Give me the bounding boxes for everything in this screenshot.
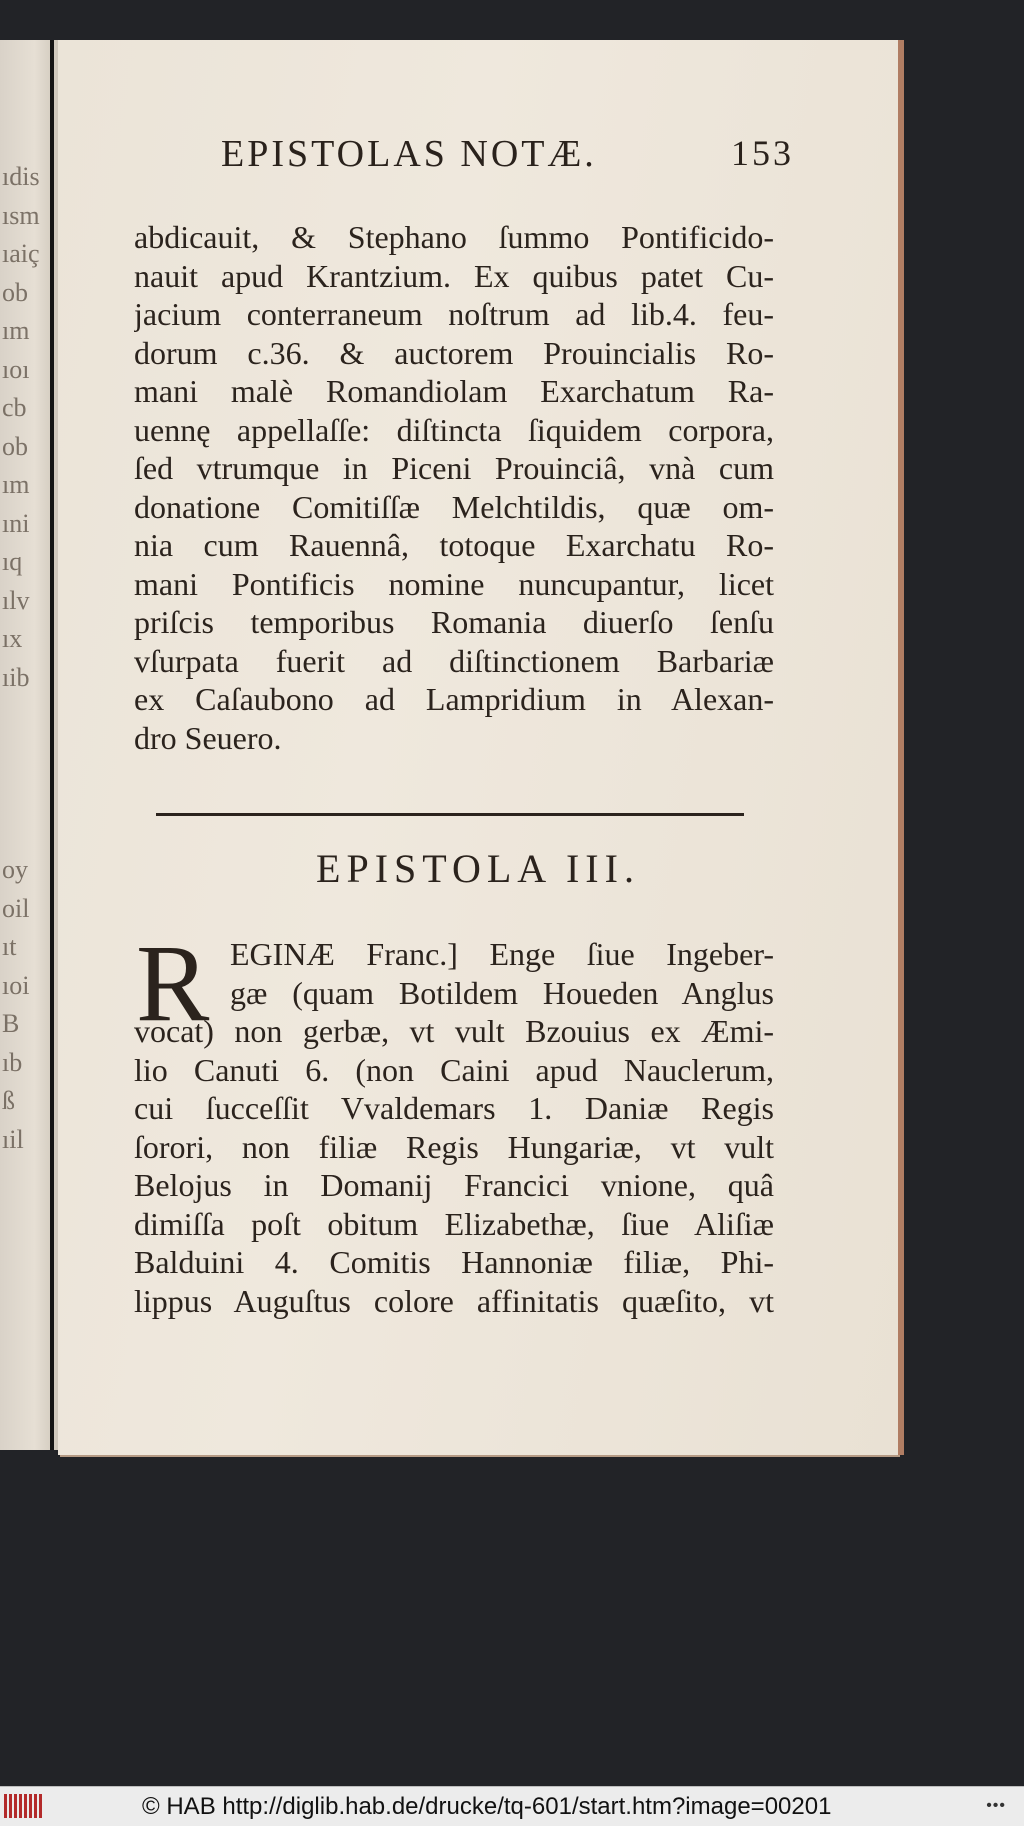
text-line: Balduini 4. Comitis Hannoniæ filiæ, Phi- xyxy=(134,1244,774,1280)
text-line: vocat) non gerbæ, vt vult Bzouius ex Æmi- xyxy=(134,1013,774,1049)
facing-page-fragment: ıb xyxy=(2,1047,23,1077)
drop-cap: R xyxy=(136,922,210,1044)
facing-page-fragment: ıdis xyxy=(2,162,40,191)
text-line: nauit apud Krantzium. Ex quibus patet Cu- xyxy=(134,257,774,294)
section-rule xyxy=(156,813,744,816)
book-gutter xyxy=(50,40,54,1450)
text-line: dimiſſa poſt obitum Elizabethæ, ſiue Aliſiæ xyxy=(134,1205,774,1242)
facing-page-fragment: oil xyxy=(2,893,30,923)
facing-page-fragment: ıoı xyxy=(2,354,30,384)
facing-page-fragment: ısm xyxy=(2,200,40,230)
viewer-footer xyxy=(0,1786,1024,1826)
facing-page-fragment: ıib xyxy=(2,662,30,692)
text-line: nia cum Rauennâ, totoque Exarchatu Ro- xyxy=(134,527,774,563)
text-line: lippus Auguſtus colore affinitatis quæſito, vt xyxy=(134,1282,774,1319)
more-icon[interactable]: ••• xyxy=(986,1797,1006,1814)
footer-link[interactable]: © HAB http://diglib.hab.de/drucke/tq-601/start.htm?image=00201 xyxy=(142,1793,832,1820)
text-line: mani malè Romandiolam Exarchatum Ra- xyxy=(134,373,774,409)
facing-page-fragment: ob xyxy=(2,431,28,461)
section-heading: EPISTOLA III. xyxy=(316,846,640,891)
page-number: 153 xyxy=(731,133,794,173)
text-line: priſcis temporibus Romania diuerſo ſenſu xyxy=(134,604,774,640)
text-line: ex Caſaubono ad Lampridium in Alexan- xyxy=(134,681,774,717)
facing-page-fragment: ıaiç xyxy=(2,239,40,268)
hab-logo-icon xyxy=(4,1794,44,1818)
text-line: dro Seuero. xyxy=(134,719,282,756)
passage-two xyxy=(134,922,774,1320)
text-line: donatione Comitiſſæ Melchtildis, quæ om- xyxy=(134,488,774,525)
text-line: ſed vtrumque in Piceni Prouinciâ, vnà cum xyxy=(134,450,774,486)
text-line: gæ (quam Botildem Houeden Anglus xyxy=(230,974,774,1011)
text-line: Belojus in Domanij Francici vnione, quâ xyxy=(134,1167,774,1203)
running-head xyxy=(163,132,794,192)
facing-page-fragment: cb xyxy=(2,393,27,422)
book-page xyxy=(58,40,898,1455)
running-head-title: EPISTOLAS NOTÆ. xyxy=(221,133,597,175)
text-line: lio Canuti 6. (non Caini apud Nauclerum, xyxy=(134,1051,774,1088)
facing-page-fragment: ım xyxy=(2,470,30,499)
text-line: mani Pontificis nomine nuncupantur, licet xyxy=(134,565,774,602)
text-line: cui ſucceſſit Vvaldemars 1. Daniæ Regis xyxy=(134,1090,774,1126)
text-line: jacium conterraneum noſtrum ad lib.4. feu- xyxy=(134,296,774,332)
facing-page-fragment: ß xyxy=(2,1086,15,1115)
passage-one xyxy=(134,218,774,757)
facing-page-fragment: ım xyxy=(2,316,30,345)
text-line: abdicauit, & Stephano ſummo Pontificido- xyxy=(134,219,774,255)
facing-page-fragment: ob xyxy=(2,277,28,307)
facing-page-fragment: ıq xyxy=(2,547,23,576)
facing-page-fragment: ıni xyxy=(2,508,30,538)
facing-page-fragment: ılv xyxy=(2,585,30,615)
text-line: EGINÆ Franc.] Enge ſiue Ingeber- xyxy=(230,936,774,972)
text-line: uennę appellaſſe: diſtincta ſiquidem corpora, xyxy=(134,411,774,448)
text-line: dorum c.36. & auctorem Prouincialis Ro- xyxy=(134,334,774,371)
facing-page-fragment: B xyxy=(2,1009,20,1038)
text-line: vſurpata fuerit ad diſtinctionem Barbariæ xyxy=(134,642,774,679)
text-line: ſorori, non filiæ Regis Hungariæ, vt vult xyxy=(134,1128,774,1165)
facing-page-fragment: oy xyxy=(2,855,28,884)
facing-page-fragment: ıil xyxy=(2,1124,24,1154)
facing-page-fragment: ıx xyxy=(2,624,23,653)
facing-page-fragment: ıt xyxy=(2,932,17,961)
facing-page-fragment: ıoi xyxy=(2,970,30,1000)
